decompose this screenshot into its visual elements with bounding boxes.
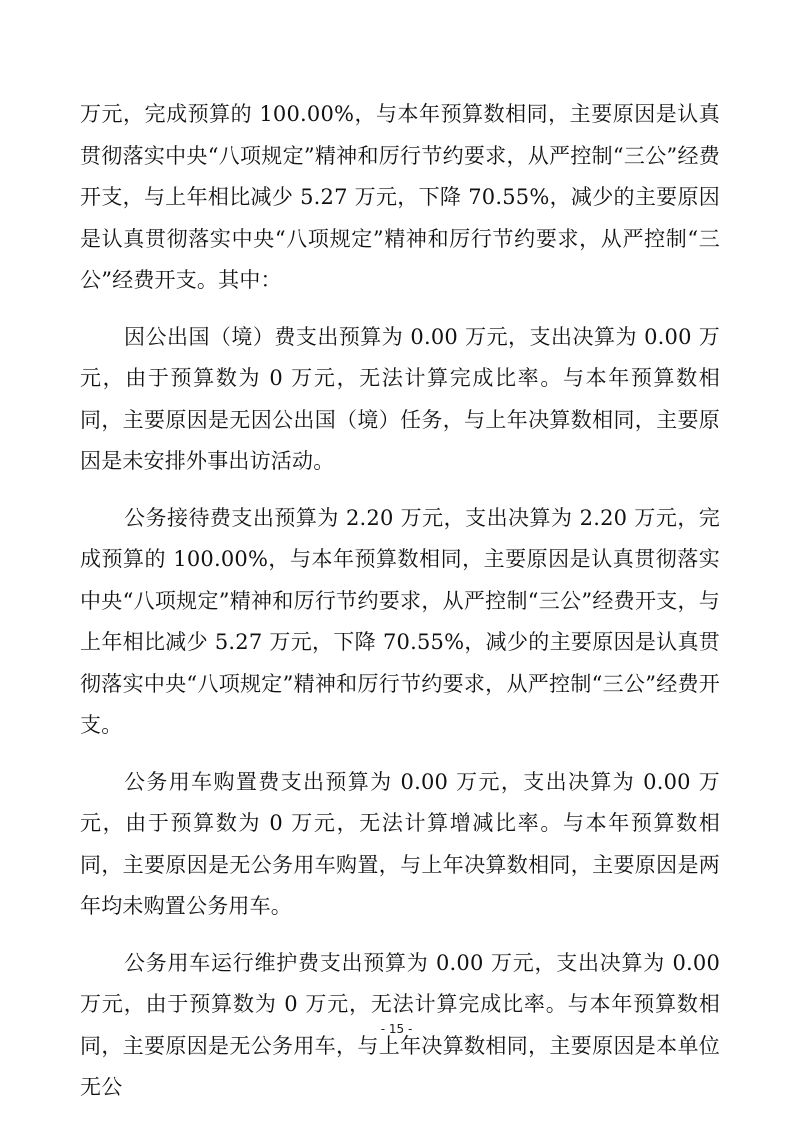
paragraph-overseas-travel: 因公出国（境）费支出预算为 0.00 万元，支出决算为 0.00 万元，由于预算数为 0 万元，无法计算完成比率。与本年预算数相同，主要原因是无因公出国（境）任务，与上年决算数相同，主要原因是未安排外事出访活动。 <box>80 324 720 473</box>
body-text <box>80 94 720 1124</box>
paragraph-reception: 公务接待费支出预算为 2.20 万元，支出决算为 2.20 万元，完成预算的 100.00%，与本年预算数相同，主要原因是认真贯彻落实中央“八项规定”精神和厉行节约要求，从严控制“三公”经费开支，与上年相比减少 5.27 万元，下降 70.55%，减少的主要原因是认真贯彻落实中央“八项规定”精神和厉行节约要求，从严控制“三公”经费开支。 <box>80 505 720 737</box>
paragraph-vehicle-purchase: 公务用车购置费支出预算为 0.00 万元，支出决算为 0.00 万元，由于预算数为 0 万元，无法计算增减比率。与本年预算数相同，主要原因是无公务用车购置，与上年决算数相同，主要原因是两年均未购置公务用车。 <box>80 769 720 918</box>
page-number: - 15 - <box>380 1022 413 1036</box>
paragraph-continuation: 万元，完成预算的 100.00%，与本年预算数相同，主要原因是认真贯彻落实中央“八项规定”精神和厉行节约要求，从严控制“三公”经费开支，与上年相比减少 5.27 万元，下降 70.55%，减少的主要原因是认真贯彻落实中央“八项规定”精神和厉行节约要求，从严控制“三公”经费开支。其中： <box>80 102 720 292</box>
paragraph-vehicle-maintenance: 公务用车运行维护费支出预算为 0.00 万元，支出决算为 0.00 万元，由于预算数为 0 万元，无法计算完成比率。与本年预算数相同，主要原因是无公务用车，与上年决算数相同，主要原因是本单位无公 <box>80 950 720 1099</box>
